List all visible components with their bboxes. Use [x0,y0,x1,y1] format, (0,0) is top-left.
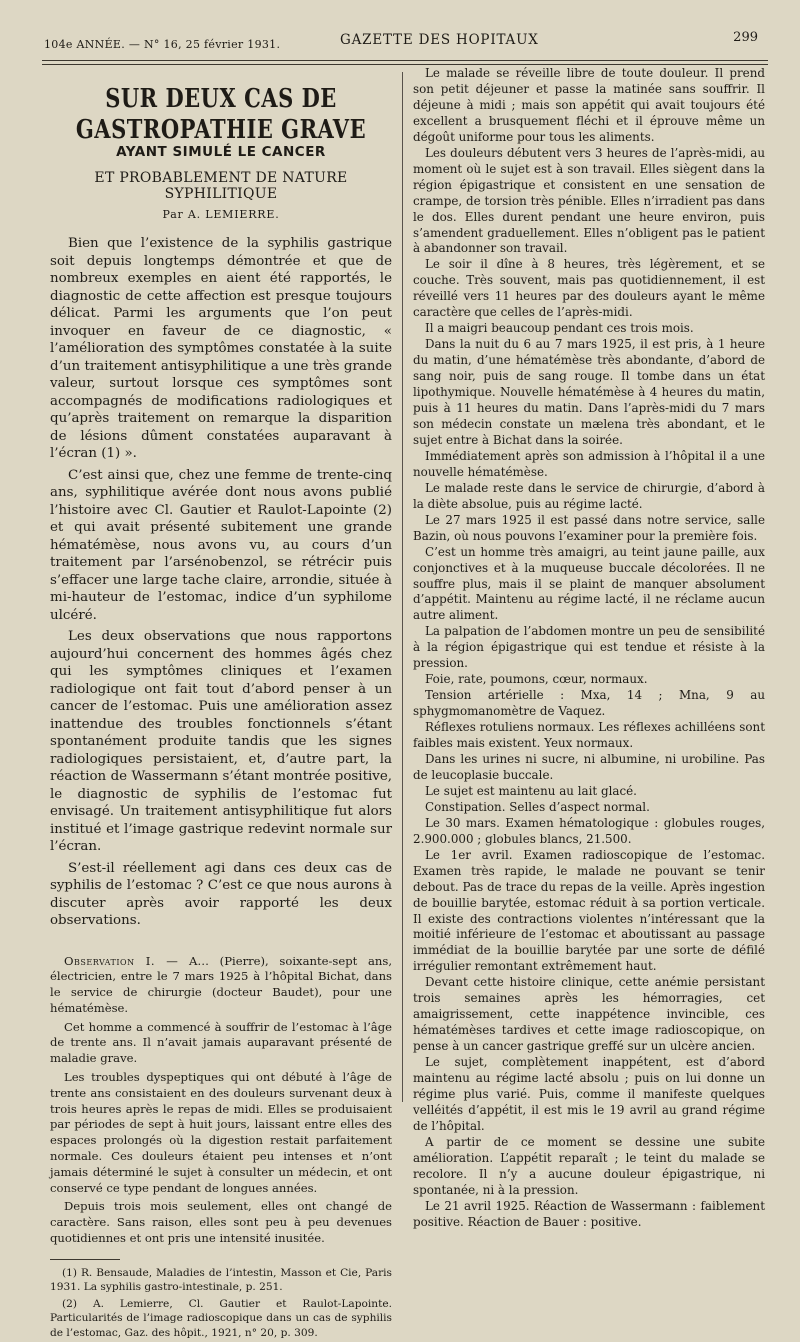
case-paragraph: Devant cette histoire clinique, cette anémie persistant trois semaines après les hémorragies, cet amaigrissement, cette inappétence invincible, ces hématémèses tardives et cette image radioscopique, on pense à un cancer gastrique greffé sur un ulcère ancien. [413,975,765,1054]
case-paragraph: Il a maigri beaucoup pendant ces trois mois. [425,321,694,336]
case-paragraph: Le sujet, complètement inappétent, est d’abord maintenu au régime lacté absolu ; puis on lui donne un régime plus varié. Puis, comme il manifeste quelques velléités d’appétit, il est mis le 19 avril au grand régime de l’hôpital. [413,1055,765,1133]
case-paragraph: Le soir il dîne à 8 heures, très légèrement, et se couche. Très souvent, mais pas quotidiennement, il est réveillé vers 11 heures par des douleurs ayant le même caractère que celles de l’après-midi. [413,257,765,320]
article-title: SUR DEUX CAS DE GASTROPATHIE GRAVE [75,81,367,145]
intro-paragraph: C’est ainsi que, chez une femme de trente-cinq ans, syphilitique avérée dont nous avons publié l’histoire avec Cl. Gautier et Raulot-Lapointe (2) et qui avait présenté subitement une grande hématémèse, nous avons vu, au cours d’un traitement par l’arsénobenzol, se rétrécir puis s’effacer une large tache claire, arrondie, située à mi-hauteur de l’estomac, indice d’un syphilome ulcéré. [50,467,392,623]
case-paragraph: Le sujet est maintenu au lait glacé. [425,783,637,798]
column-divider [402,72,403,1102]
footnote: (2) A. Lemierre, Cl. Gautier et Raulot-Lapointe. Particularités de l’image radioscopique dans un cas de syphilis de l’estomac, Gaz. des hôpit., 1921, n° 20, p. 309. [50,1297,392,1339]
journal-title: GAZETTE DES HOPITAUX [340,32,539,48]
article-subtitle-2: ET PROBABLEMENT DE NATURE SYPHILITIQUE [94,170,348,202]
intro-paragraph: Bien que l’existence de la syphilis gastrique soit depuis longtemps démontrée et que de nombreux exemples en aient été rapportés, le diagnostic de cette affection est presque toujours délicat. Parmi les arguments que l’on peut invoquer en faveur de ce diagnostic, « l’amélioration des symptômes constatée à la suite d’un traitement antisyphilitique a une très grande valeur, surtout lorsque ces symptômes sont accompagnés de modifications radiologiques et qu’après traitement on remarque la disparition de lésions dûment constatées auparavant à l’écran (1) ». [50,236,392,461]
case-paragraph: Le 30 mars. Examen hématologique : globules rouges, 2.900.000 ; globules blancs, 21.500. [413,815,765,846]
intro-paragraph: Les deux observations que nous rapportons aujourd’hui concernent des hommes âgés chez qui les symptômes cliniques et l’examen radiologique ont fait tout d’abord penser à un cancer de l’estomac. Puis une amélioration assez inattendue des troubles fonctionnels s’étant spontanément produite tandis que les signes radiologiques persistaient, et, d’autre part, la réaction de Wassermann s’étant montrée positive, le diagnostic de syphilis de l’estomac fut envisagé. Un traitement antisyphilitique fut alors institué et l’image gastrique redevint normale sur l’écran. [50,629,392,854]
article-author: Par A. LEMIERRE. [162,208,280,221]
page-header [40,30,760,52]
article-subtitle-1: AYANT SIMULÉ LE CANCER [116,144,326,160]
case-paragraph: Le malade se réveille libre de toute douleur. Il prend son petit déjeuner et passe la matinée sans souffrir. Il déjeune à midi ; mais son appétit qui avait toujours été excellent a brusquement fléchi et il éprouve même un dégoût uniforme pour tous les aliments. [413,66,765,144]
observation-paragraph: Cet homme a commencé à souffrir de l’estomac à l’âge de trente ans. Il n’avait jamais auparavant présenté de maladie grave. [50,1019,392,1066]
case-paragraph: Dans la nuit du 6 au 7 mars 1925, il est pris, à 1 heure du matin, d’une hématémèse très abondante, d’abord de sang noir, puis de sang rouge. Il tombe dans un état lipothymique. Nouvelle hématémèse à 4 heures du matin, puis à 11 heures du matin. Dans l’après-midi du 7 mars son médecin constate un mælena très abondant, et le sujet entre à Bichat dans la soirée. [413,337,765,447]
case-paragraph: La palpation de l’abdomen montre un peu de sensibilité à la région épigastrique qui est tendue et résiste à la pression. [413,624,765,671]
case-paragraph: Le 1er avril. Examen radioscopique de l’estomac. Examen très rapide, le malade ne pouvant se tenir debout. Pas de trace du repas de la veille. Après ingestion de bouillie barytée, estomac réduit à sa portion verticale. Il existe des contractions violentes n’intéressant que la moitié inférieure de l’estomac et aboutissant au passage immédiat de la bouillie barytée par une sorte de défilé irrégulier remontant extrêmement haut. [413,847,765,974]
section-gap [50,934,392,954]
observation-paragraph: Depuis trois mois seulement, elles ont changé de caractère. Sans raison, elles sont peu à peu devenues quotidiennes et ont pris une intensité inusitée. [50,1199,392,1246]
issue-line: 104e ANNÉE. — N° 16, 25 février 1931. [44,38,281,51]
page-number: 299 [733,30,758,45]
case-paragraph: Foie, rate, poumons, cœur, normaux. [425,672,648,687]
case-paragraph: Les douleurs débutent vers 3 heures de l’après-midi, au moment où le sujet est à son travail. Elles siègent dans la région épigastrique et consistent en une sensation de crampe, de torsion très pénible. Elles n’irradient pas dans le dos. Elles durent pendant une heure environ, puis s’amendent graduellement. Elles n’obligent pas le patient à abandonner son travail. [413,145,765,256]
case-paragraph: Constipation. Selles d’aspect normal. [425,799,650,814]
case-paragraph: Réflexes rotuliens normaux. Les réflexes achilléens sont faibles mais existent. Yeux normaux. [413,720,765,751]
intro-paragraph: S’est-il réellement agi dans ces deux cas de syphilis de l’estomac ? C’est ce que nous aurons à discuter après avoir rapporté les deux observations. [50,860,392,928]
observation-text: A… (Pierre), soixante-sept ans, électricien, entre le 7 mars 1925 à l’hôpital Bichat, dans le service de chirurgie (docteur Baudet), pour une hématémèse. [50,953,392,1015]
case-paragraph: Le 21 avril 1925. Réaction de Wassermann : faiblement positive. Réaction de Bauer : positive. [413,1198,765,1229]
case-paragraph: Tension artérielle : Mxa, 14 ; Mna, 9 au sphygmomanomètre de Vaquez. [413,688,765,719]
case-paragraph: Le malade reste dans le service de chirurgie, d’abord à la diète absolue, puis au régime lacté. [413,480,765,511]
case-paragraph: C’est un homme très amaigri, au teint jaune paille, aux conjonctives et à la muqueuse buccale décolorées. Il ne souffre plus, mais il se plaint de manquer absolument d’appétit. Maintenu au régime lacté, il ne réclame aucun autre aliment. [413,544,765,623]
right-column [413,66,765,1231]
observation-paragraph: Les troubles dyspeptiques qui ont débuté à l’âge de trente ans consistaient en des douleurs survenant deux à trois heures après le repas de midi. Elles se produisaient par périodes de sept à huit jours, laissant entre elles des espaces prolongés où la digestion restait parfaitement normale. Ces douleurs étaient peu intenses et n’ont jamais déterminé le sujet à consulter un médecin, et ont conservé ce type pendant de longues années. [50,1070,392,1195]
header-rule-double [42,64,768,65]
observation-paragraph [50,954,392,1017]
footnote: (1) R. Bensaude, Maladies de l’intestin, Masson et Cie, Paris 1931. La syphilis gastro-intestinale, p. 251. [50,1266,392,1294]
footnote-rule [50,1259,120,1260]
case-paragraph: Dans les urines ni sucre, ni albumine, ni urobiline. Pas de leucoplasie buccale. [413,751,765,782]
case-paragraph: A partir de ce moment se dessine une subite amélioration. L’appétit reparaît ; le teint du malade se recolore. Il n’y a aucune douleur épigastrique, ni spontanée, ni à la pression. [413,1134,765,1197]
case-paragraph: Immédiatement après son admission à l’hôpital il a une nouvelle hématémèse. [413,448,765,479]
header-rule [42,60,768,61]
observation-heading: Observation I. — [64,953,179,968]
left-column [50,74,392,1342]
case-paragraph: Le 27 mars 1925 il est passé dans notre service, salle Bazin, où nous pouvons l’examiner pour la première fois. [413,512,765,543]
